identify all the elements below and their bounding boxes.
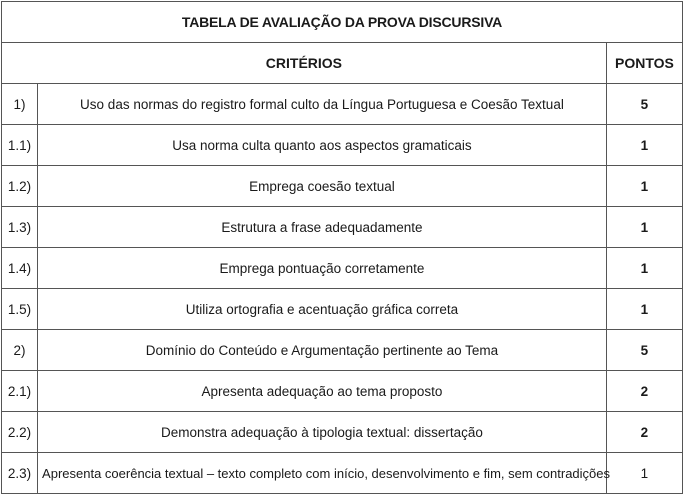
row-criterion: Apresenta adequação ao tema proposto	[38, 371, 607, 412]
row-criterion: Uso das normas do registro formal culto da Língua Portuguesa e Coesão Textual	[38, 84, 607, 125]
row-criterion: Domínio do Conteúdo e Argumentação pertinente ao Tema	[38, 330, 607, 371]
row-number: 2.1)	[2, 371, 38, 412]
points-header: PONTOS	[606, 43, 682, 84]
table-title: TABELA DE AVALIAÇÃO DA PROVA DISCURSIVA	[2, 2, 683, 43]
evaluation-table-container	[1, 1, 683, 494]
row-number: 2.2)	[2, 412, 38, 453]
row-points: 1	[606, 248, 682, 289]
row-number: 1.4)	[2, 248, 38, 289]
table-row	[2, 453, 683, 494]
table-row	[2, 207, 683, 248]
row-points: 5	[606, 330, 682, 371]
row-points: 1	[606, 125, 682, 166]
table-row	[2, 125, 683, 166]
row-number: 2)	[2, 330, 38, 371]
row-criterion: Emprega coesão textual	[38, 166, 607, 207]
row-number: 1.3)	[2, 207, 38, 248]
row-criterion: Emprega pontuação corretamente	[38, 248, 607, 289]
row-number: 1.1)	[2, 125, 38, 166]
row-criterion: Utiliza ortografia e acentuação gráfica correta	[38, 289, 607, 330]
row-criterion: Demonstra adequação à tipologia textual: dissertação	[38, 412, 607, 453]
table-row	[2, 248, 683, 289]
row-points: 2	[606, 371, 682, 412]
row-number: 1)	[2, 84, 38, 125]
table-row	[2, 84, 683, 125]
row-points: 1	[606, 289, 682, 330]
row-points: 1	[606, 166, 682, 207]
criteria-header: CRITÉRIOS	[2, 43, 607, 84]
table-header-row	[2, 43, 683, 84]
evaluation-table	[1, 1, 683, 494]
table-row	[2, 412, 683, 453]
row-number: 2.3)	[2, 453, 38, 494]
table-row	[2, 330, 683, 371]
row-points: 1	[606, 453, 682, 494]
table-row	[2, 371, 683, 412]
row-number: 1.2)	[2, 166, 38, 207]
row-points: 5	[606, 84, 682, 125]
row-criterion: Apresenta coerência textual – texto completo com início, desenvolvimento e fim, sem contradições	[38, 453, 607, 494]
row-criterion: Usa norma culta quanto aos aspectos gramaticais	[38, 125, 607, 166]
table-row	[2, 166, 683, 207]
row-criterion: Estrutura a frase adequadamente	[38, 207, 607, 248]
table-title-row	[2, 2, 683, 43]
row-points: 1	[606, 207, 682, 248]
row-points: 2	[606, 412, 682, 453]
table-row	[2, 289, 683, 330]
row-number: 1.5)	[2, 289, 38, 330]
